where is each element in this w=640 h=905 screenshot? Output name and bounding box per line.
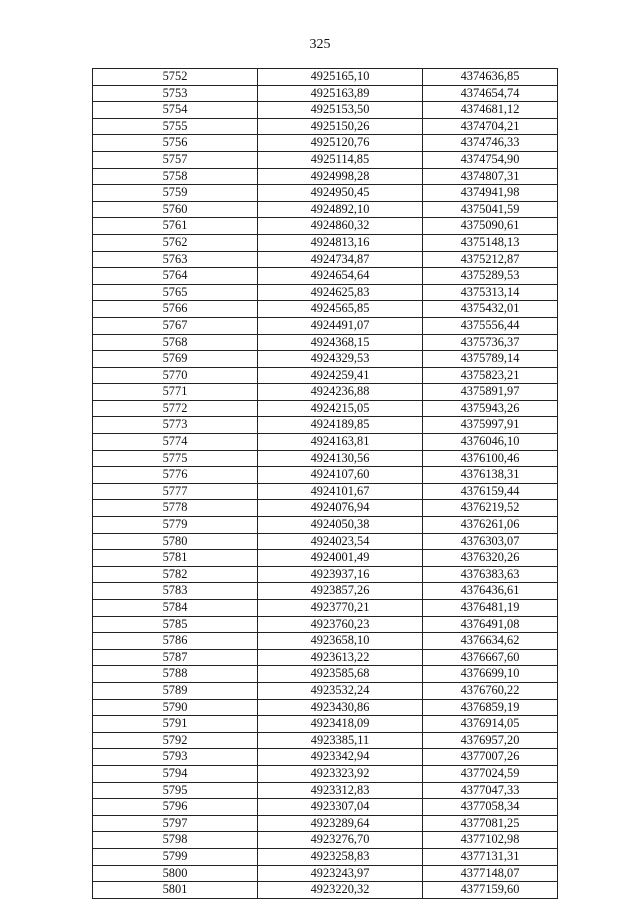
table-row — [93, 467, 558, 484]
point-number-cell: 5766 — [93, 301, 258, 318]
y-coordinate-cell: 4376219,52 — [423, 500, 558, 517]
point-number-cell: 5800 — [93, 865, 258, 882]
x-coordinate-cell: 4924101,67 — [258, 483, 423, 500]
x-coordinate-cell: 4923342,94 — [258, 749, 423, 766]
y-coordinate-cell: 4375432,01 — [423, 301, 558, 318]
table-row — [93, 251, 558, 268]
y-coordinate-cell: 4375891,97 — [423, 384, 558, 401]
point-number-cell: 5786 — [93, 633, 258, 650]
x-coordinate-cell: 4923312,83 — [258, 782, 423, 799]
x-coordinate-cell: 4924860,32 — [258, 218, 423, 235]
y-coordinate-cell: 4376436,61 — [423, 583, 558, 600]
x-coordinate-cell: 4924734,87 — [258, 251, 423, 268]
y-coordinate-cell: 4376159,44 — [423, 483, 558, 500]
table-row — [93, 69, 558, 86]
table-row — [93, 367, 558, 384]
point-number-cell: 5764 — [93, 268, 258, 285]
x-coordinate-cell: 4925114,85 — [258, 151, 423, 168]
table-row — [93, 118, 558, 135]
x-coordinate-cell: 4924163,81 — [258, 434, 423, 451]
table-row — [93, 832, 558, 849]
point-number-cell: 5761 — [93, 218, 258, 235]
table-row — [93, 483, 558, 500]
point-number-cell: 5765 — [93, 284, 258, 301]
x-coordinate-cell: 4924892,10 — [258, 201, 423, 218]
table-row — [93, 351, 558, 368]
y-coordinate-cell: 4374636,85 — [423, 69, 558, 86]
table-row — [93, 765, 558, 782]
table-row — [93, 616, 558, 633]
point-number-cell: 5778 — [93, 500, 258, 517]
y-coordinate-cell: 4377058,34 — [423, 799, 558, 816]
point-number-cell: 5774 — [93, 434, 258, 451]
x-coordinate-cell: 4925120,76 — [258, 135, 423, 152]
table-row — [93, 517, 558, 534]
point-number-cell: 5779 — [93, 517, 258, 534]
y-coordinate-cell: 4376914,05 — [423, 716, 558, 733]
point-number-cell: 5799 — [93, 848, 258, 865]
point-number-cell: 5771 — [93, 384, 258, 401]
point-number-cell: 5775 — [93, 450, 258, 467]
y-coordinate-cell: 4377047,33 — [423, 782, 558, 799]
x-coordinate-cell: 4924107,60 — [258, 467, 423, 484]
table-row — [93, 600, 558, 617]
table-row — [93, 848, 558, 865]
x-coordinate-cell: 4923658,10 — [258, 633, 423, 650]
point-number-cell: 5793 — [93, 749, 258, 766]
table-row — [93, 533, 558, 550]
point-number-cell: 5769 — [93, 351, 258, 368]
table-row — [93, 633, 558, 650]
point-number-cell: 5797 — [93, 815, 258, 832]
point-number-cell: 5757 — [93, 151, 258, 168]
table-row — [93, 865, 558, 882]
point-number-cell: 5752 — [93, 69, 258, 86]
x-coordinate-cell: 4924001,49 — [258, 550, 423, 567]
table-row — [93, 450, 558, 467]
point-number-cell: 5755 — [93, 118, 258, 135]
y-coordinate-cell: 4375823,21 — [423, 367, 558, 384]
y-coordinate-cell: 4376303,07 — [423, 533, 558, 550]
x-coordinate-cell: 4923760,23 — [258, 616, 423, 633]
table-row — [93, 135, 558, 152]
table-row — [93, 799, 558, 816]
point-number-cell: 5789 — [93, 682, 258, 699]
y-coordinate-cell: 4374807,31 — [423, 168, 558, 185]
x-coordinate-cell: 4924236,88 — [258, 384, 423, 401]
y-coordinate-cell: 4375556,44 — [423, 317, 558, 334]
point-number-cell: 5795 — [93, 782, 258, 799]
point-number-cell: 5791 — [93, 716, 258, 733]
x-coordinate-cell: 4924259,41 — [258, 367, 423, 384]
x-coordinate-cell: 4925150,26 — [258, 118, 423, 135]
table-row — [93, 218, 558, 235]
y-coordinate-cell: 4374746,33 — [423, 135, 558, 152]
point-number-cell: 5758 — [93, 168, 258, 185]
y-coordinate-cell: 4374754,90 — [423, 151, 558, 168]
table-row — [93, 732, 558, 749]
x-coordinate-cell: 4924813,16 — [258, 234, 423, 251]
x-coordinate-cell: 4924368,15 — [258, 334, 423, 351]
y-coordinate-cell: 4376383,63 — [423, 566, 558, 583]
table-row — [93, 268, 558, 285]
point-number-cell: 5796 — [93, 799, 258, 816]
y-coordinate-cell: 4377148,07 — [423, 865, 558, 882]
y-coordinate-cell: 4376491,08 — [423, 616, 558, 633]
table-row — [93, 85, 558, 102]
y-coordinate-cell: 4377131,31 — [423, 848, 558, 865]
table-row — [93, 168, 558, 185]
x-coordinate-cell: 4923613,22 — [258, 649, 423, 666]
table-row — [93, 882, 558, 899]
y-coordinate-cell: 4374654,74 — [423, 85, 558, 102]
x-coordinate-cell: 4923585,68 — [258, 666, 423, 683]
point-number-cell: 5792 — [93, 732, 258, 749]
x-coordinate-cell: 4924950,45 — [258, 185, 423, 202]
y-coordinate-cell: 4376138,31 — [423, 467, 558, 484]
point-number-cell: 5788 — [93, 666, 258, 683]
table-row — [93, 284, 558, 301]
table-row — [93, 749, 558, 766]
point-number-cell: 5756 — [93, 135, 258, 152]
table-row — [93, 815, 558, 832]
y-coordinate-cell: 4376100,46 — [423, 450, 558, 467]
y-coordinate-cell: 4375736,37 — [423, 334, 558, 351]
x-coordinate-cell: 4924189,85 — [258, 417, 423, 434]
point-number-cell: 5773 — [93, 417, 258, 434]
x-coordinate-cell: 4924998,28 — [258, 168, 423, 185]
table-row — [93, 682, 558, 699]
point-number-cell: 5754 — [93, 102, 258, 119]
point-number-cell: 5781 — [93, 550, 258, 567]
x-coordinate-cell: 4924491,07 — [258, 317, 423, 334]
y-coordinate-cell: 4375148,13 — [423, 234, 558, 251]
y-coordinate-cell: 4377007,26 — [423, 749, 558, 766]
x-coordinate-cell: 4925163,89 — [258, 85, 423, 102]
x-coordinate-cell: 4923220,32 — [258, 882, 423, 899]
page-number: 325 — [309, 37, 331, 52]
point-number-cell: 5787 — [93, 649, 258, 666]
point-number-cell: 5760 — [93, 201, 258, 218]
y-coordinate-cell: 4377081,25 — [423, 815, 558, 832]
x-coordinate-cell: 4923770,21 — [258, 600, 423, 617]
table-row — [93, 550, 558, 567]
x-coordinate-cell: 4925153,50 — [258, 102, 423, 119]
y-coordinate-cell: 4374941,98 — [423, 185, 558, 202]
y-coordinate-cell: 4376634,62 — [423, 633, 558, 650]
table-row — [93, 334, 558, 351]
x-coordinate-cell: 4924654,64 — [258, 268, 423, 285]
y-coordinate-cell: 4376046,10 — [423, 434, 558, 451]
table-row — [93, 583, 558, 600]
y-coordinate-cell: 4376859,19 — [423, 699, 558, 716]
x-coordinate-cell: 4923385,11 — [258, 732, 423, 749]
table-row — [93, 301, 558, 318]
table-row — [93, 500, 558, 517]
point-number-cell: 5767 — [93, 317, 258, 334]
y-coordinate-cell: 4375789,14 — [423, 351, 558, 368]
point-number-cell: 5783 — [93, 583, 258, 600]
y-coordinate-cell: 4377102,98 — [423, 832, 558, 849]
coordinates-table-body — [93, 69, 558, 899]
x-coordinate-cell: 4923532,24 — [258, 682, 423, 699]
point-number-cell: 5776 — [93, 467, 258, 484]
point-number-cell: 5780 — [93, 533, 258, 550]
point-number-cell: 5753 — [93, 85, 258, 102]
point-number-cell: 5798 — [93, 832, 258, 849]
table-row — [93, 384, 558, 401]
y-coordinate-cell: 4375313,14 — [423, 284, 558, 301]
y-coordinate-cell: 4376957,20 — [423, 732, 558, 749]
point-number-cell: 5777 — [93, 483, 258, 500]
x-coordinate-cell: 4923418,09 — [258, 716, 423, 733]
y-coordinate-cell: 4377024,59 — [423, 765, 558, 782]
x-coordinate-cell: 4924076,94 — [258, 500, 423, 517]
x-coordinate-cell: 4924565,85 — [258, 301, 423, 318]
coordinates-table — [92, 68, 558, 899]
point-number-cell: 5784 — [93, 600, 258, 617]
y-coordinate-cell: 4377159,60 — [423, 882, 558, 899]
x-coordinate-cell: 4924625,83 — [258, 284, 423, 301]
x-coordinate-cell: 4923937,16 — [258, 566, 423, 583]
table-row — [93, 417, 558, 434]
table-row — [93, 185, 558, 202]
x-coordinate-cell: 4923243,97 — [258, 865, 423, 882]
y-coordinate-cell: 4376261,06 — [423, 517, 558, 534]
table-row — [93, 234, 558, 251]
point-number-cell: 5759 — [93, 185, 258, 202]
point-number-cell: 5785 — [93, 616, 258, 633]
y-coordinate-cell: 4376320,26 — [423, 550, 558, 567]
y-coordinate-cell: 4375090,61 — [423, 218, 558, 235]
x-coordinate-cell: 4923430,86 — [258, 699, 423, 716]
y-coordinate-cell: 4375289,53 — [423, 268, 558, 285]
y-coordinate-cell: 4375041,59 — [423, 201, 558, 218]
x-coordinate-cell: 4923323,92 — [258, 765, 423, 782]
point-number-cell: 5790 — [93, 699, 258, 716]
table-row — [93, 649, 558, 666]
y-coordinate-cell: 4374704,21 — [423, 118, 558, 135]
y-coordinate-cell: 4376699,10 — [423, 666, 558, 683]
x-coordinate-cell: 4924023,54 — [258, 533, 423, 550]
x-coordinate-cell: 4923258,83 — [258, 848, 423, 865]
x-coordinate-cell: 4924329,53 — [258, 351, 423, 368]
y-coordinate-cell: 4375212,87 — [423, 251, 558, 268]
point-number-cell: 5801 — [93, 882, 258, 899]
x-coordinate-cell: 4925165,10 — [258, 69, 423, 86]
table-row — [93, 400, 558, 417]
table-row — [93, 317, 558, 334]
x-coordinate-cell: 4923307,04 — [258, 799, 423, 816]
y-coordinate-cell: 4376481,19 — [423, 600, 558, 617]
y-coordinate-cell: 4374681,12 — [423, 102, 558, 119]
table-row — [93, 102, 558, 119]
table-row — [93, 201, 558, 218]
table-row — [93, 782, 558, 799]
point-number-cell: 5762 — [93, 234, 258, 251]
point-number-cell: 5768 — [93, 334, 258, 351]
y-coordinate-cell: 4376760,22 — [423, 682, 558, 699]
x-coordinate-cell: 4924130,56 — [258, 450, 423, 467]
point-number-cell: 5782 — [93, 566, 258, 583]
point-number-cell: 5770 — [93, 367, 258, 384]
table-row — [93, 666, 558, 683]
y-coordinate-cell: 4376667,60 — [423, 649, 558, 666]
x-coordinate-cell: 4923857,26 — [258, 583, 423, 600]
table-row — [93, 434, 558, 451]
table-row — [93, 151, 558, 168]
x-coordinate-cell: 4924215,05 — [258, 400, 423, 417]
point-number-cell: 5794 — [93, 765, 258, 782]
y-coordinate-cell: 4375943,26 — [423, 400, 558, 417]
x-coordinate-cell: 4923276,70 — [258, 832, 423, 849]
table-row — [93, 566, 558, 583]
table-row — [93, 699, 558, 716]
point-number-cell: 5763 — [93, 251, 258, 268]
table-row — [93, 716, 558, 733]
x-coordinate-cell: 4923289,64 — [258, 815, 423, 832]
point-number-cell: 5772 — [93, 400, 258, 417]
x-coordinate-cell: 4924050,38 — [258, 517, 423, 534]
y-coordinate-cell: 4375997,91 — [423, 417, 558, 434]
